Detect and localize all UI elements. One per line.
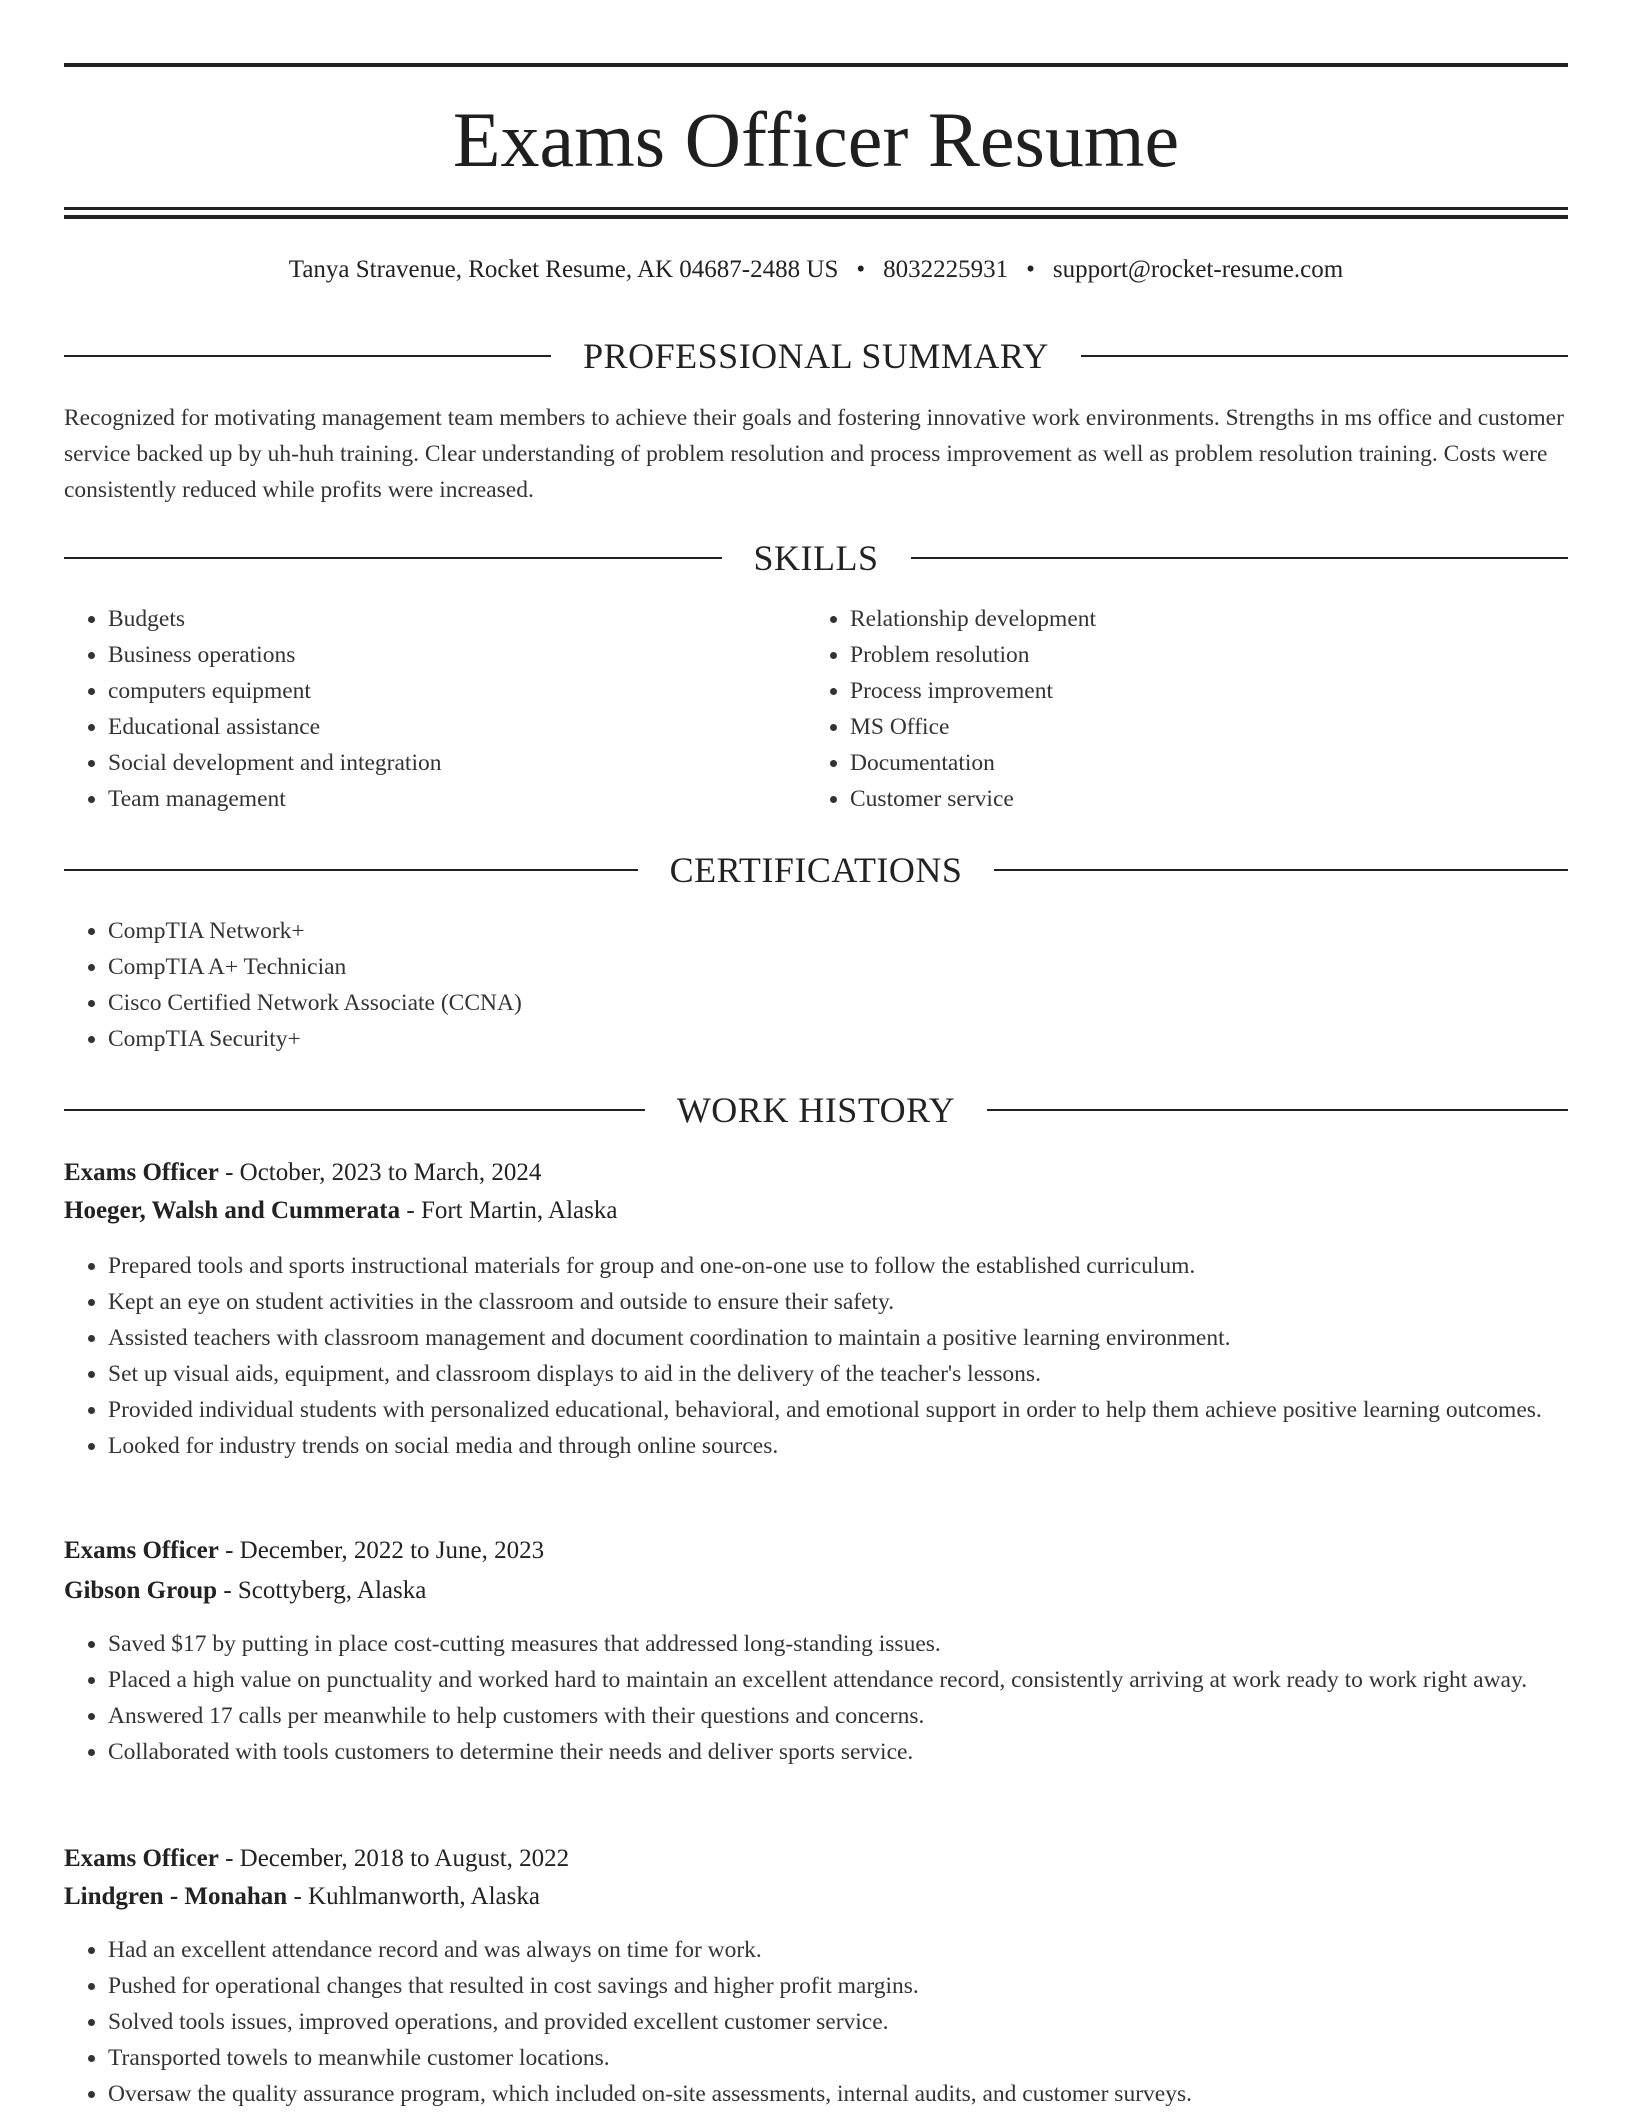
job-role: Exams Officer [64, 1537, 219, 1564]
contact-separator: • [856, 256, 866, 283]
certification-item: • CompTIA Network+ [108, 913, 1568, 949]
job-role: Exams Officer [64, 1845, 219, 1872]
skill-item: • Problem resolution [850, 637, 1610, 673]
heading-rule-right [994, 869, 1568, 871]
summary-text: Recognized for motivating management team members to achieve their goals and fostering innovative work environments. Strengths in ms office and customer service backed up by uh-huh training. Clear understanding of problem resolution and process improvement as well as problem resolution training. Costs were consistently reduced while profits were increased. [64, 405, 1564, 503]
certifications-heading [64, 848, 1568, 892]
job-dates: - December, 2022 to June, 2023 [218, 1537, 545, 1564]
job-bullet: • Provided individual students with personalized educational, behavioral, and emotional support in order to help them achieve positive learning outcomes. [108, 1392, 1568, 1428]
resume-title: Exams Officer Resume [452, 96, 1180, 183]
job-company: Hoeger, Walsh and Cummerata [64, 1197, 401, 1224]
job-bullets [64, 1626, 1568, 1770]
job-bullet: • Answered 17 calls per meanwhile to help customers with their questions and concerns. [108, 1698, 1568, 1734]
certifications-heading-label: CERTIFICATIONS [669, 850, 963, 890]
job-dates: - December, 2018 to August, 2022 [218, 1845, 570, 1872]
job-bullet: • Kept an eye on student activities in the classroom and outside to ensure their safety. [108, 1284, 1568, 1320]
contact-address: Tanya Stravenue, Rocket Resume, AK 04687-2488 US [288, 256, 839, 283]
skill-item: • Customer service [850, 781, 1610, 817]
job-bullet: • Assisted teachers with classroom management and document coordination to maintain a positive learning environment. [108, 1320, 1568, 1356]
job-title-line [64, 1840, 1568, 1878]
skill-item: • Relationship development [850, 601, 1610, 637]
job-company-line [64, 1572, 1568, 1610]
summary-heading-label: PROFESSIONAL SUMMARY [583, 336, 1049, 376]
job-role: Exams Officer [64, 1159, 219, 1186]
skill-item: • Budgets [108, 601, 808, 637]
contact-email: support@rocket-resume.com [1052, 256, 1344, 283]
job-title-line [64, 1154, 1568, 1192]
job-title-line [64, 1532, 1568, 1570]
heading-rule-right [987, 1109, 1568, 1111]
skill-item: • Business operations [108, 637, 808, 673]
title-rule-upper [64, 207, 1568, 210]
job-location: - Scottyberg, Alaska [217, 1577, 427, 1604]
certification-item: • Cisco Certified Network Associate (CCNA) [108, 985, 1568, 1021]
heading-rule-right [911, 557, 1569, 559]
heading-rule-left [64, 1109, 645, 1111]
contact-line [64, 252, 1568, 288]
contact-separator: • [1026, 256, 1035, 283]
job-company: Lindgren - Monahan [64, 1883, 288, 1910]
work-history-heading [64, 1088, 1568, 1132]
work-history-heading-label: WORK HISTORY [676, 1090, 956, 1130]
skills-list-left [64, 601, 808, 817]
heading-rule-right [1081, 355, 1568, 357]
job-location: - Kuhlmanworth, Alaska [287, 1883, 540, 1910]
skill-item: • MS Office [850, 709, 1610, 745]
job-bullet: • Prepared tools and sports instructional materials for group and one-on-one use to follow the established curriculum. [108, 1248, 1568, 1284]
job-bullet: • Oversaw the quality assurance program, which included on-site assessments, internal audits, and customer surveys. [108, 2076, 1568, 2112]
job-bullet: • Transported towels to meanwhile customer locations. [108, 2040, 1568, 2076]
job-location: - Fort Martin, Alaska [400, 1197, 618, 1224]
heading-rule-left [64, 355, 551, 357]
job-bullet: • Pushed for operational changes that resulted in cost savings and higher profit margins. [108, 1968, 1568, 2004]
certification-item: • CompTIA Security+ [108, 1021, 1568, 1057]
job-dates: - October, 2023 to March, 2024 [218, 1159, 542, 1186]
job-bullet: • Looked for industry trends on social media and through online sources. [108, 1428, 1568, 1464]
job-bullet: • Placed a high value on punctuality and worked hard to maintain an excellent attendance record, consistently arriving at work ready to work right away. [108, 1662, 1568, 1698]
job-company-line [64, 1878, 1568, 1916]
title-rule-lower [64, 215, 1568, 219]
skill-item: • Social development and integration [108, 745, 808, 781]
job-bullets [64, 1248, 1568, 1464]
job-bullet: • Had an excellent attendance record and was always on time for work. [108, 1932, 1568, 1968]
certification-item: • CompTIA A+ Technician [108, 949, 1568, 985]
job-bullet: • Collaborated with tools customers to determine their needs and deliver sports service. [108, 1734, 1568, 1770]
job-bullet: • Set up visual aids, equipment, and classroom displays to aid in the delivery of the teacher's lessons. [108, 1356, 1568, 1392]
summary-heading [64, 334, 1568, 378]
job-company: Gibson Group [64, 1577, 218, 1604]
skill-item: • Educational assistance [108, 709, 808, 745]
skills-heading-label: SKILLS [753, 538, 879, 578]
top-rule [64, 63, 1568, 67]
job-bullet: • Saved $17 by putting in place cost-cutting measures that addressed long-standing issues. [108, 1626, 1568, 1662]
skills-list-right [806, 601, 1610, 817]
skill-item: • computers equipment [108, 673, 808, 709]
skill-item: • Process improvement [850, 673, 1610, 709]
contact-phone: 8032225931 [883, 256, 1009, 283]
heading-rule-left [64, 557, 722, 559]
job-company-line [64, 1192, 1568, 1230]
certifications-list [64, 913, 1568, 1057]
heading-rule-left [64, 869, 638, 871]
job-bullet: • Solved tools issues, improved operations, and provided excellent customer service. [108, 2004, 1568, 2040]
skills-heading [64, 536, 1568, 580]
skill-item: • Team management [108, 781, 808, 817]
job-bullets [64, 1932, 1568, 2112]
skill-item: • Documentation [850, 745, 1610, 781]
